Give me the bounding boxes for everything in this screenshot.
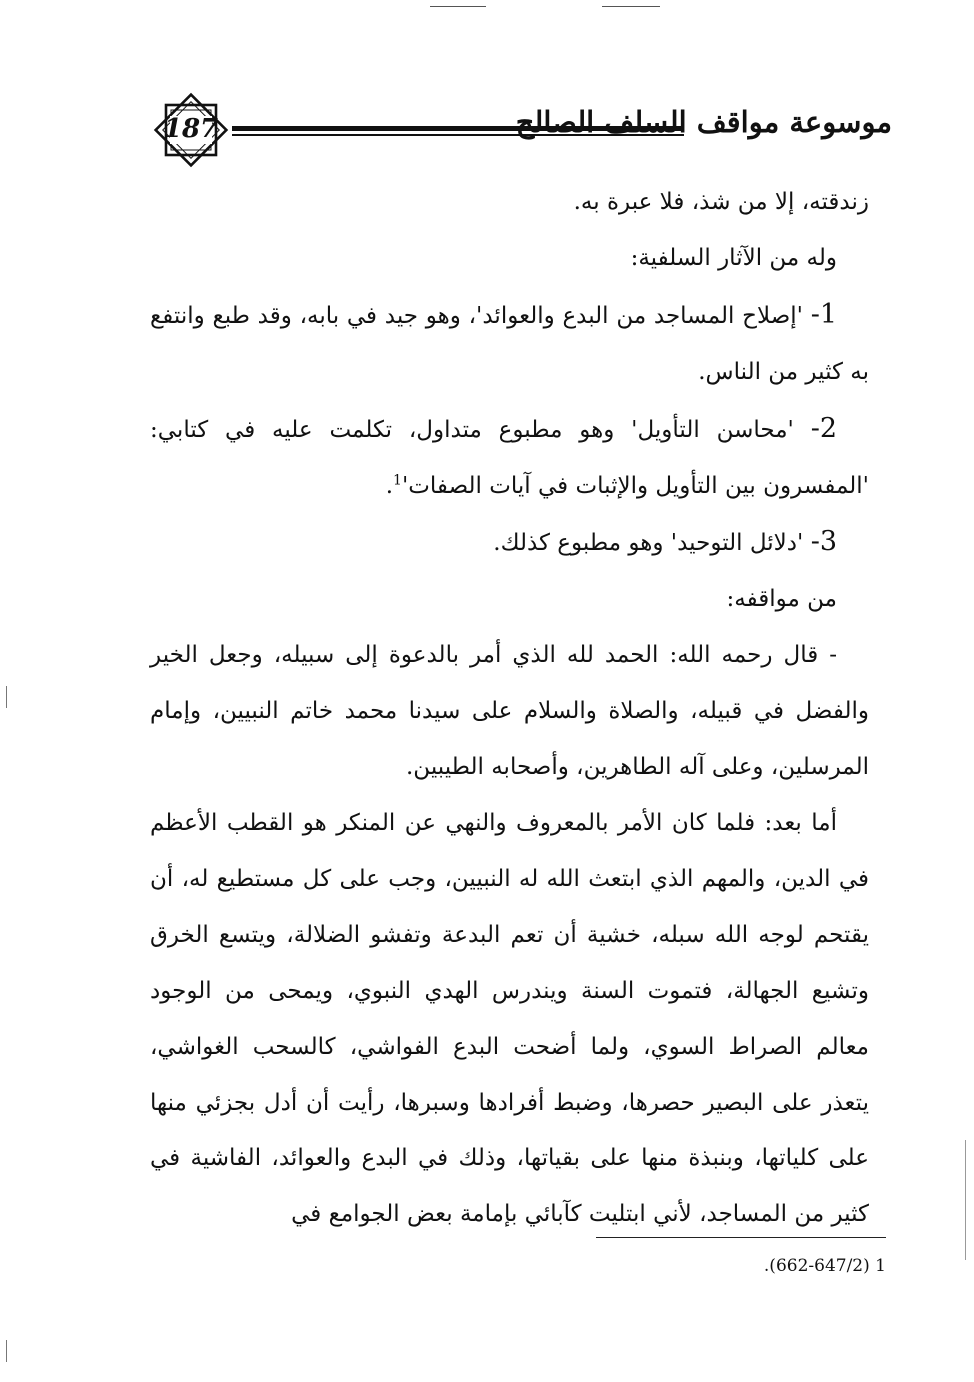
item-number: 2- xyxy=(810,412,837,444)
scan-edge-mark xyxy=(6,1340,7,1362)
top-scan-marks xyxy=(0,6,974,10)
footnote-reference: 1 xyxy=(393,471,402,488)
quote-paragraph: - قال رحمه الله: الحمد لله الذي أمر بالدعوة إلى سبيله، وجعل الخير والفضل في قبيله، والصلاة والسلام على سيدنا محمد خاتم النبيين، وإمام المرسلين، وعلى آله الطاهرين، وأصحابه الطيبين. xyxy=(150,642,869,781)
works-item-2: 2- 'محاسن التأويل' وهو مطبوع متداول، تكلمت عليه في كتابي: 'المفسرون بين التأويل والإثبات في آيات $الصفات'^1$. xyxy=(150,412,869,499)
footnote-text: (662-647/2). xyxy=(763,1256,870,1276)
works-item-1 xyxy=(150,287,869,401)
page-body xyxy=(150,175,869,1243)
positions-heading: من مواقفه: xyxy=(726,586,837,613)
page-header xyxy=(148,86,892,174)
page-number: 187 xyxy=(163,114,219,144)
item-number: 3- xyxy=(810,526,837,558)
page-number-badge xyxy=(148,86,234,174)
footnote-number: 1 xyxy=(875,1256,886,1276)
footnote xyxy=(560,1254,886,1278)
works-item-3 xyxy=(150,514,869,572)
scan-edge-mark xyxy=(965,1140,966,1260)
paragraph-intro: زندقته، إلا من شذ، فلا عبرة به. xyxy=(573,189,869,215)
item-text: 'إصلاح المساجد من البدع والعوائد'، وهو جيد في بابه، وقد طبع وانتفع به كثير من الناس. xyxy=(150,302,869,385)
scan-edge-mark xyxy=(6,686,7,708)
works-heading: وله من الآثار السلفية: xyxy=(630,244,837,271)
item-text: 'محاسن التأويل' وهو مطبوع متداول، تكلمت عليه في كتابي: 'المفسرون بين التأويل والإثبات في آيات الصفات' xyxy=(150,416,869,499)
running-title: موسوعة مواقف السلف الصالح xyxy=(515,105,892,139)
footnote-separator xyxy=(596,1237,886,1238)
item-text: 'دلائل التوحيد' وهو مطبوع كذلك. xyxy=(493,530,804,557)
main-paragraph: أما بعد: فلما كان الأمر بالمعروف والنهي عن المنكر هو القطب الأعظم في الدين، والمهم الذي ابتعث الله له النبيين، وجب على كل مستطيع له، أن يقتحم لوجه الله سبله، خشية أن تعم البدعة وتفشو الضلالة، ويتسع الخرق وتشيع الجهالة، فتموت السنة ويندرس الهدي النبوي، ويمحى من الوجود معالم الصراط السوي، ولما أضحت البدع الفواشي، كالسحب الغواشي، يتعذر على البصير حصرها، وضبط أفرادها وسبرها، رأيت أن أدل بجزئي منها على كلياتها، وبنبذة منها على بقياتها، وذلك في البدع والعوائد، الفاشية في كثير من المساجد، لأني ابتليت كآبائي بإمامة بعض الجوامع في xyxy=(150,809,869,1228)
item-number: 1- xyxy=(810,298,838,330)
